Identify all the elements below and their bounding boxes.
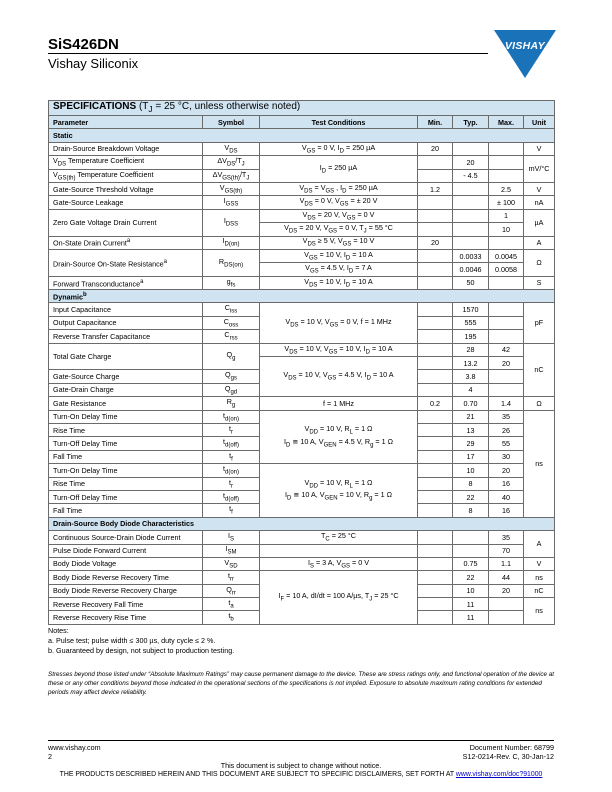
- table-cell: [418, 209, 453, 222]
- table-cell: 10: [453, 584, 489, 597]
- table-cell: [418, 169, 453, 182]
- table-cell: $t_{d(off)}$: [203, 490, 260, 503]
- table-cell: Gate-Source Threshold Voltage: [49, 182, 203, 195]
- col-min: Min.: [418, 116, 453, 129]
- col-symbol: Symbol: [203, 116, 260, 129]
- table-cell: [418, 370, 453, 383]
- table-cell: nA: [524, 196, 555, 209]
- table-cell: mV/°C: [524, 156, 555, 183]
- table-cell: $V_{DS}$: [203, 142, 260, 155]
- part-number: SiS426DN: [48, 36, 119, 53]
- table-cell: $t_{d(on)}$: [203, 410, 260, 423]
- table-cell: [418, 464, 453, 477]
- table-row: [49, 544, 555, 557]
- table-cell: [418, 156, 453, 169]
- table-cell: [453, 531, 489, 544]
- table-cell: [418, 330, 453, 343]
- table-cell: 29: [453, 437, 489, 450]
- table-cell: Turn-Off Delay Time: [49, 490, 203, 503]
- table-cell: [489, 276, 524, 289]
- table-cell: $V_{GS(th)}$: [203, 182, 260, 195]
- table-cell: $V_{DS} = 0$ V, $V_{GS}$ = ± 20 V: [260, 196, 418, 209]
- table-cell: Reverse Recovery Fall Time: [49, 598, 203, 611]
- table-cell: $t_b$: [203, 611, 260, 624]
- table-cell: 20: [453, 156, 489, 169]
- table-cell: [418, 477, 453, 490]
- section-dynamic: [49, 290, 555, 303]
- table-cell: [489, 316, 524, 329]
- table-cell: 30: [489, 450, 524, 463]
- table-cell: 42: [489, 343, 524, 356]
- footer-legal-link[interactable]: www.vishay.com/doc?91000: [455, 771, 543, 778]
- table-cell: 0.2: [418, 397, 453, 410]
- table-cell: [418, 611, 453, 624]
- table-cell: 0.0033: [453, 249, 489, 262]
- table-cell: $C_{iss}$: [203, 303, 260, 316]
- table-cell: Body Diode Voltage: [49, 557, 203, 570]
- table-cell: A: [524, 236, 555, 249]
- table-cell: [418, 490, 453, 503]
- table-cell: 40: [489, 490, 524, 503]
- table-cell: 22: [453, 571, 489, 584]
- col-max: Max.: [489, 116, 524, 129]
- table-cell: Gate-Source Charge: [49, 370, 203, 383]
- table-cell: $t_{d(on)}$: [203, 464, 260, 477]
- table-cell: nC: [524, 584, 555, 597]
- table-cell: Gate Resistance: [49, 397, 203, 410]
- column-header-row: [49, 116, 555, 129]
- table-cell: $t_{d(off)}$: [203, 437, 260, 450]
- table-cell: pF: [524, 303, 555, 343]
- col-parameter: Parameter: [49, 116, 203, 129]
- table-title-condition: ($T_J = 25$ °C, unless otherwise noted): [138, 101, 301, 115]
- table-cell: $I_S = 3$ A, $V_{GS} = 0$ V: [260, 557, 418, 570]
- table-cell: V: [524, 142, 555, 155]
- table-cell: [489, 383, 524, 396]
- note-a: a. Pulse test; pulse width ≤ 300 µs, duty cycle ≤ 2 %.: [48, 636, 216, 645]
- table-cell: [418, 450, 453, 463]
- table-cell: $g_{fs}$: [203, 276, 260, 289]
- table-row: [49, 410, 555, 423]
- table-cell: V: [524, 557, 555, 570]
- table-cell: $R_{DS(on)}$: [203, 249, 260, 276]
- table-cell: $V_{DD} = 10$ V, $R_L = 1$ Ω $I_D$ ≅ 10 A, $V_{GEN} = 10$ V, $R_g = 1$ Ω: [260, 464, 418, 518]
- table-cell: $I_S$: [203, 531, 260, 544]
- table-cell: [418, 276, 453, 289]
- table-cell: $V_{DS} = 10$ V, $I_D = 10$ A: [260, 276, 418, 289]
- table-cell: [418, 423, 453, 436]
- table-cell: [418, 571, 453, 584]
- table-cell: 20: [489, 584, 524, 597]
- table-cell: $V_{GS(th)}$ Temperature Coefficient: [49, 169, 203, 182]
- specifications-table: [48, 100, 555, 625]
- table-cell: [418, 584, 453, 597]
- table-cell: Rise Time: [49, 423, 203, 436]
- table-cell: 1: [489, 209, 524, 222]
- table-cell: [418, 249, 453, 262]
- table-cell: [489, 370, 524, 383]
- table-cell: Drain-Source Body Diode Characteristics: [49, 517, 555, 530]
- table-cell: [489, 236, 524, 249]
- section-body-diode: [49, 517, 555, 530]
- table-cell: 35: [489, 531, 524, 544]
- table-cell: $Q_g$: [203, 343, 260, 370]
- table-cell: Drain-Source Breakdown Voltage: [49, 142, 203, 155]
- table-cell: [453, 142, 489, 155]
- table-cell: 4: [453, 383, 489, 396]
- table-cell: $Q_{rr}$: [203, 584, 260, 597]
- table-cell: [489, 303, 524, 316]
- table-cell: $V_{GS} = 0$ V, $I_D = 250$ µA: [260, 142, 418, 155]
- table-cell: [489, 142, 524, 155]
- table-cell: 20: [418, 236, 453, 249]
- table-cell: [418, 343, 453, 356]
- table-cell: f = 1 MHz: [260, 397, 418, 410]
- table-cell: $V_{DS} \ge 5$ V, $V_{GS} = 10$ V: [260, 236, 418, 249]
- table-cell: 16: [489, 504, 524, 517]
- table-cell: 2.5: [489, 182, 524, 195]
- table-cell: Gate-Drain Charge: [49, 383, 203, 396]
- table-cell: 10: [489, 223, 524, 236]
- table-cell: 16: [489, 477, 524, 490]
- table-cell: $t_r$: [203, 423, 260, 436]
- footer-legal-text: THE PRODUCTS DESCRIBED HEREIN AND THIS DOCUMENT ARE SUBJECT TO SPECIFIC DISCLAIMERS, SET FORTH AT: [59, 771, 456, 778]
- table-cell: Ω: [524, 397, 555, 410]
- table-cell: 0.0045: [489, 249, 524, 262]
- table-cell: 3.8: [453, 370, 489, 383]
- table-cell: $I_F = 10$ A, dI/dt = 100 A/µs, $T_J = 25$ °C: [260, 571, 418, 625]
- table-cell: [489, 156, 524, 169]
- disclaimer: Stresses beyond those listed under “Absolute Maximum Ratings” may cause permanent damage to the device. These are stress ratings only, and functional operation of the device at these or any other conditions beyond those indicated in the operational sections of the specifications is not implied. Exposure to absolute maximum rating conditions for extended periods may affect device reliability.: [48, 671, 555, 696]
- table-row: [49, 182, 555, 195]
- table-cell: [489, 598, 524, 611]
- table-cell: [489, 330, 524, 343]
- table-cell: $\Delta V_{DS}/T_J$: [203, 156, 260, 169]
- table-cell: $R_g$: [203, 397, 260, 410]
- table-cell: 8: [453, 504, 489, 517]
- table-row: [49, 209, 555, 222]
- footer-doc-number: Document Number: 68799: [469, 743, 554, 752]
- table-cell: [418, 557, 453, 570]
- table-cell: Ω: [524, 249, 555, 276]
- table-cell: 1.2: [418, 182, 453, 195]
- table-cell: $C_{oss}$: [203, 316, 260, 329]
- table-cell: 0.0058: [489, 263, 524, 276]
- table-cell: Continuous Source-Drain Diode Current: [49, 531, 203, 544]
- table-cell: $I_{DSS}$: [203, 209, 260, 236]
- table-row: [49, 557, 555, 570]
- table-cell: 22: [453, 490, 489, 503]
- table-row: [49, 142, 555, 155]
- table-cell: Gate-Source Leakage: [49, 196, 203, 209]
- table-cell: [453, 236, 489, 249]
- table-cell: [418, 196, 453, 209]
- table-row: [49, 531, 555, 544]
- table-cell: 20: [489, 464, 524, 477]
- table-cell: µA: [524, 209, 555, 236]
- table-cell: $I_{GSS}$: [203, 196, 260, 209]
- table-cell: 11: [453, 611, 489, 624]
- footer-rule: [48, 740, 554, 741]
- table-cell: Fall Time: [49, 504, 203, 517]
- table-cell: 1570: [453, 303, 489, 316]
- table-row: [49, 343, 555, 356]
- table-cell: S: [524, 276, 555, 289]
- table-cell: [418, 357, 453, 370]
- table-cell: $C_{rss}$: [203, 330, 260, 343]
- table-title: SPECIFICATIONS: [53, 101, 137, 113]
- table-cell: $V_{DS} = 10$ V, $V_{GS} = 4.5$ V, $I_D = 10$ A: [260, 357, 418, 397]
- table-cell: $V_{DS} = 20$ V, $V_{GS} = 0$ V, $T_J = 55$ °C: [260, 223, 418, 236]
- table-cell: [418, 303, 453, 316]
- table-cell: Turn-Off Delay Time: [49, 437, 203, 450]
- table-cell: [453, 223, 489, 236]
- table-cell: $V_{GS} = 10$ V, $I_D = 10$ A: [260, 249, 418, 262]
- table-cell: [453, 196, 489, 209]
- table-cell: 555: [453, 316, 489, 329]
- table-cell: [489, 169, 524, 182]
- header-rule: [48, 53, 488, 54]
- table-cell: Zero Gate Voltage Drain Current: [49, 209, 203, 236]
- table-cell: nC: [524, 343, 555, 397]
- table-cell: $I_{SM}$: [203, 544, 260, 557]
- table-cell: [418, 598, 453, 611]
- table-cell: 1.4: [489, 397, 524, 410]
- table-cell: 8: [453, 477, 489, 490]
- table-cell: $V_{DS} = 20$ V, $V_{GS} = 0$ V: [260, 209, 418, 222]
- table-cell: [418, 263, 453, 276]
- table-cell: 11: [453, 598, 489, 611]
- vishay-logo: [494, 30, 556, 78]
- col-unit: Unit: [524, 116, 555, 129]
- table-cell: Turn-On Delay Time: [49, 410, 203, 423]
- table-cell: [260, 544, 418, 557]
- table-cell: 21: [453, 410, 489, 423]
- table-cell: $V_{GS} = 4.5$ V, $I_D = 7$ A: [260, 263, 418, 276]
- table-cell: [418, 316, 453, 329]
- table-row: [49, 156, 555, 169]
- table-cell: ns: [524, 598, 555, 625]
- table-cell: A: [524, 531, 555, 558]
- section-static: [49, 129, 555, 142]
- note-b: b. Guaranteed by design, not subject to production testing.: [48, 646, 235, 655]
- table-cell: Body Diode Reverse Recovery Charge: [49, 584, 203, 597]
- table-cell: [453, 182, 489, 195]
- table-cell: $t_f$: [203, 450, 260, 463]
- table-cell: $t_a$: [203, 598, 260, 611]
- table-cell: - 4.5: [453, 169, 489, 182]
- table-cell: [418, 410, 453, 423]
- table-cell: [418, 531, 453, 544]
- table-cell: 28: [453, 343, 489, 356]
- table-cell: [49, 101, 555, 116]
- table-cell: V: [524, 182, 555, 195]
- table-cell: On-State Drain Current$^a$: [49, 236, 203, 249]
- table-cell: [418, 544, 453, 557]
- table-cell: 195: [453, 330, 489, 343]
- table-cell: Dynamic$^b$: [49, 290, 555, 303]
- footer-page-number: 2: [48, 752, 52, 761]
- table-cell: 17: [453, 450, 489, 463]
- table-cell: Forward Transconductance$^a$: [49, 276, 203, 289]
- table-cell: ± 100: [489, 196, 524, 209]
- table-cell: Input Capacitance: [49, 303, 203, 316]
- table-cell: $Q_{gd}$: [203, 383, 260, 396]
- table-cell: Total Gate Charge: [49, 343, 203, 370]
- table-cell: Output Capacitance: [49, 316, 203, 329]
- table-title-row: [49, 101, 555, 116]
- table-cell: 20: [489, 357, 524, 370]
- table-cell: 26: [489, 423, 524, 436]
- table-cell: [453, 209, 489, 222]
- table-cell: $Q_{gs}$: [203, 370, 260, 383]
- notes: [48, 626, 234, 656]
- table-row: [49, 276, 555, 289]
- table-cell: 10: [453, 464, 489, 477]
- table-row: [49, 249, 555, 262]
- table-cell: 70: [489, 544, 524, 557]
- table-cell: Fall Time: [49, 450, 203, 463]
- table-cell: ns: [524, 571, 555, 584]
- table-row: [49, 196, 555, 209]
- table-cell: $V_{DS} = V_{GS}$ , $I_D = 250$ µA: [260, 182, 418, 195]
- vishay-logo-text: VISHAY.: [504, 40, 548, 52]
- table-cell: $T_C = 25$ °C: [260, 531, 418, 544]
- table-cell: [489, 611, 524, 624]
- table-cell: $\Delta V_{GS(th)}/T_J$: [203, 169, 260, 182]
- table-cell: Turn-On Delay Time: [49, 464, 203, 477]
- table-cell: 1.1: [489, 557, 524, 570]
- table-cell: 13.2: [453, 357, 489, 370]
- company-name: Vishay Siliconix: [48, 56, 139, 71]
- table-row: [49, 464, 555, 477]
- table-cell: $I_D = 250$ µA: [260, 156, 418, 183]
- table-cell: 0.70: [453, 397, 489, 410]
- table-cell: $V_{DD} = 10$ V, $R_L = 1$ Ω $I_D$ ≅ 10 A, $V_{GEN} = 4.5$ V, $R_g = 1$ Ω: [260, 410, 418, 464]
- table-row: [49, 236, 555, 249]
- table-row: [49, 303, 555, 316]
- table-cell: [418, 383, 453, 396]
- table-cell: 50: [453, 276, 489, 289]
- table-cell: Static: [49, 129, 555, 142]
- table-cell: 44: [489, 571, 524, 584]
- table-cell: Rise Time: [49, 477, 203, 490]
- notes-heading: Notes:: [48, 626, 69, 635]
- table-cell: 20: [418, 142, 453, 155]
- table-cell: 55: [489, 437, 524, 450]
- table-cell: 0.75: [453, 557, 489, 570]
- table-cell: Pulse Diode Forward Current: [49, 544, 203, 557]
- table-cell: [418, 504, 453, 517]
- table-cell: 13: [453, 423, 489, 436]
- col-test-conditions: Test Conditions: [260, 116, 418, 129]
- table-cell: $V_{SD}$: [203, 557, 260, 570]
- footer-legal: [48, 770, 554, 779]
- table-cell: Reverse Recovery Rise Time: [49, 611, 203, 624]
- table-cell: $t_{rr}$: [203, 571, 260, 584]
- col-typ: Typ.: [453, 116, 489, 129]
- table-cell: ns: [524, 410, 555, 517]
- table-cell: $t_r$: [203, 477, 260, 490]
- table-cell: [453, 544, 489, 557]
- table-row: [49, 397, 555, 410]
- table-cell: Drain-Source On-State Resistance$^a$: [49, 249, 203, 276]
- table-cell: $t_f$: [203, 504, 260, 517]
- footer-revision: S12-0214-Rev. C, 30-Jan-12: [462, 752, 554, 761]
- table-cell: 0.0046: [453, 263, 489, 276]
- table-cell: $I_{D(on)}$: [203, 236, 260, 249]
- table-cell: [418, 437, 453, 450]
- table-cell: [418, 223, 453, 236]
- table-row: [49, 571, 555, 584]
- table-cell: $V_{DS}$ Temperature Coefficient: [49, 156, 203, 169]
- table-cell: Reverse Transfer Capacitance: [49, 330, 203, 343]
- footer-change-notice: This document is subject to change without notice.: [220, 761, 382, 770]
- table-cell: $V_{DS} = 10$ V, $V_{GS} = 0$ V, f = 1 MHz: [260, 303, 418, 343]
- footer-website[interactable]: www.vishay.com: [48, 743, 101, 752]
- table-cell: Body Diode Reverse Recovery Time: [49, 571, 203, 584]
- table-cell: $V_{DS} = 10$ V, $V_{GS} = 10$ V, $I_D = 10$ A: [260, 343, 418, 356]
- table-cell: 35: [489, 410, 524, 423]
